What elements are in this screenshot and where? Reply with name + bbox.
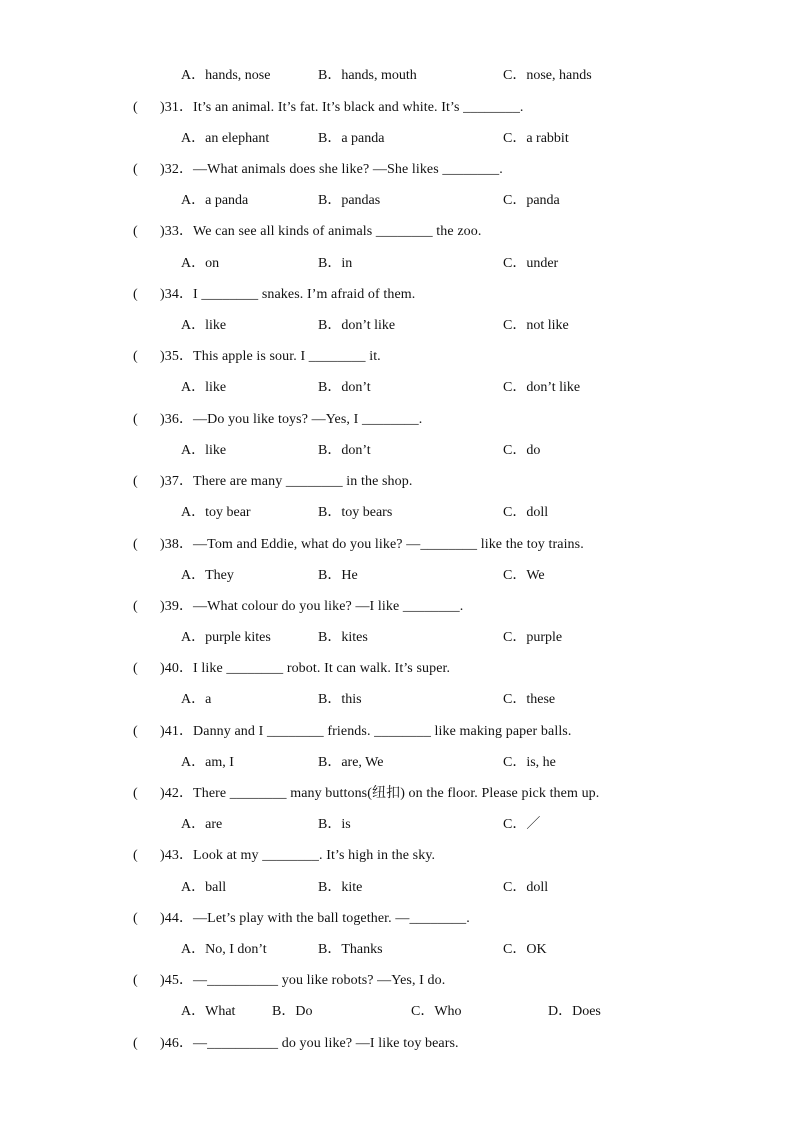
- question-row: [0, 346, 794, 368]
- option-c[interactable]: C．a rabbit: [503, 131, 569, 146]
- option-b[interactable]: B．toy bears: [318, 505, 393, 520]
- options-row: [0, 65, 794, 87]
- option-c[interactable]: C．doll: [503, 880, 549, 895]
- answer-paren[interactable]: (: [133, 287, 138, 302]
- question-row: [0, 658, 794, 680]
- option-b[interactable]: B．don’t: [318, 443, 371, 458]
- question-text: )38．—Tom and Eddie, what do you like? —________ like the toy trains.: [160, 537, 584, 552]
- option-b[interactable]: B．Thanks: [318, 942, 383, 957]
- option-c[interactable]: C．nose, hands: [503, 68, 592, 83]
- option-b[interactable]: B．a panda: [318, 131, 385, 146]
- option-b[interactable]: B．hands, mouth: [318, 68, 417, 83]
- question-text: )37．There are many ________ in the shop.: [160, 474, 413, 489]
- question-text: )44．—Let’s play with the ball together. —________.: [160, 911, 470, 926]
- option-b[interactable]: B．Do: [272, 1004, 313, 1019]
- options-row: [0, 814, 794, 836]
- option-a[interactable]: A．on: [181, 256, 220, 271]
- question-row: [0, 783, 794, 805]
- question-text: )40．I like ________ robot. It can walk. It’s super.: [160, 661, 451, 676]
- option-c[interactable]: C．／: [503, 817, 541, 832]
- answer-paren[interactable]: (: [133, 973, 138, 988]
- option-c[interactable]: C．doll: [503, 505, 549, 520]
- question-row: [0, 596, 794, 618]
- option-a[interactable]: A．ball: [181, 880, 227, 895]
- option-d[interactable]: D．Does: [548, 1004, 601, 1019]
- option-b[interactable]: B．in: [318, 256, 353, 271]
- answer-paren[interactable]: (: [133, 599, 138, 614]
- question-text: )43．Look at my ________. It’s high in the sky.: [160, 848, 436, 863]
- answer-paren[interactable]: (: [133, 724, 138, 739]
- option-a[interactable]: A．like: [181, 318, 227, 333]
- options-row: [0, 502, 794, 524]
- option-a[interactable]: A．toy bear: [181, 505, 251, 520]
- option-c[interactable]: C．Who: [411, 1004, 462, 1019]
- answer-paren[interactable]: (: [133, 412, 138, 427]
- options-row: [0, 565, 794, 587]
- option-a[interactable]: A．like: [181, 443, 227, 458]
- option-a[interactable]: A．am, I: [181, 755, 234, 770]
- options-row: [0, 877, 794, 899]
- question-row: [0, 534, 794, 556]
- question-text: )34．I ________ snakes. I’m afraid of them.: [160, 287, 416, 302]
- option-b[interactable]: B．pandas: [318, 193, 381, 208]
- question-text: )41．Danny and I ________ friends. ________ like making paper balls.: [160, 724, 572, 739]
- option-a[interactable]: A．a panda: [181, 193, 249, 208]
- options-row: [0, 128, 794, 150]
- answer-paren[interactable]: (: [133, 537, 138, 552]
- answer-paren[interactable]: (: [133, 349, 138, 364]
- option-a[interactable]: A．are: [181, 817, 223, 832]
- question-row: [0, 409, 794, 431]
- question-text: )33．We can see all kinds of animals ________ the zoo.: [160, 224, 482, 239]
- options-row: [0, 627, 794, 649]
- question-row: [0, 908, 794, 930]
- option-a[interactable]: A．a: [181, 692, 212, 707]
- answer-paren[interactable]: (: [133, 100, 138, 115]
- question-row: [0, 970, 794, 992]
- question-text: )35．This apple is sour. I ________ it.: [160, 349, 381, 364]
- option-c[interactable]: C．is, he: [503, 755, 556, 770]
- option-c[interactable]: C．panda: [503, 193, 560, 208]
- options-row: [0, 752, 794, 774]
- option-b[interactable]: B．are, We: [318, 755, 384, 770]
- question-row: [0, 471, 794, 493]
- question-text: )42．There ________ many buttons(纽扣) on the floor. Please pick them up.: [160, 786, 600, 801]
- options-row: [0, 190, 794, 212]
- question-text: )39．—What colour do you like? —I like ________.: [160, 599, 464, 614]
- options-row: [0, 689, 794, 711]
- options-row: [0, 1001, 794, 1023]
- option-a[interactable]: A．They: [181, 568, 234, 583]
- answer-paren[interactable]: (: [133, 786, 138, 801]
- question-row: [0, 159, 794, 181]
- options-row: [0, 253, 794, 275]
- answer-paren[interactable]: (: [133, 1036, 138, 1051]
- option-c[interactable]: C．these: [503, 692, 556, 707]
- option-b[interactable]: B．don’t: [318, 380, 371, 395]
- option-c[interactable]: C．do: [503, 443, 541, 458]
- option-c[interactable]: C．OK: [503, 942, 547, 957]
- option-c[interactable]: C．We: [503, 568, 545, 583]
- options-row: [0, 440, 794, 462]
- options-row: [0, 315, 794, 337]
- option-c[interactable]: C．under: [503, 256, 559, 271]
- answer-paren[interactable]: (: [133, 661, 138, 676]
- option-b[interactable]: B．kites: [318, 630, 368, 645]
- question-row: [0, 721, 794, 743]
- option-b[interactable]: B．don’t like: [318, 318, 396, 333]
- answer-paren[interactable]: (: [133, 474, 138, 489]
- option-b[interactable]: B．this: [318, 692, 362, 707]
- option-b[interactable]: B．kite: [318, 880, 363, 895]
- question-text: )32．—What animals does she like? —She likes ________.: [160, 162, 503, 177]
- options-row: [0, 377, 794, 399]
- option-a[interactable]: A．purple kites: [181, 630, 271, 645]
- question-row: [0, 97, 794, 119]
- option-c[interactable]: C．not like: [503, 318, 569, 333]
- question-row: [0, 1033, 794, 1055]
- answer-paren[interactable]: (: [133, 224, 138, 239]
- option-a[interactable]: A．an elephant: [181, 131, 270, 146]
- option-b[interactable]: B．He: [318, 568, 358, 583]
- options-row: [0, 939, 794, 961]
- question-text: )31．It’s an animal. It’s fat. It’s black and white. It’s ________.: [160, 100, 524, 115]
- answer-paren[interactable]: (: [133, 911, 138, 926]
- option-a[interactable]: A．like: [181, 380, 227, 395]
- question-row: [0, 284, 794, 306]
- option-c[interactable]: C．purple: [503, 630, 563, 645]
- answer-paren[interactable]: (: [133, 848, 138, 863]
- question-row: [0, 221, 794, 243]
- question-text: )46．—__________ do you like? —I like toy bears.: [160, 1036, 459, 1051]
- option-a[interactable]: A．No, I don’t: [181, 942, 267, 957]
- question-text: )45．—__________ you like robots? —Yes, I do.: [160, 973, 446, 988]
- option-a[interactable]: A．hands, nose: [181, 68, 271, 83]
- option-c[interactable]: C．don’t like: [503, 380, 581, 395]
- question-text: )36．—Do you like toys? —Yes, I ________.: [160, 412, 423, 427]
- question-row: [0, 845, 794, 867]
- option-b[interactable]: B．is: [318, 817, 351, 832]
- answer-paren[interactable]: (: [133, 162, 138, 177]
- option-a[interactable]: A．What: [181, 1004, 236, 1019]
